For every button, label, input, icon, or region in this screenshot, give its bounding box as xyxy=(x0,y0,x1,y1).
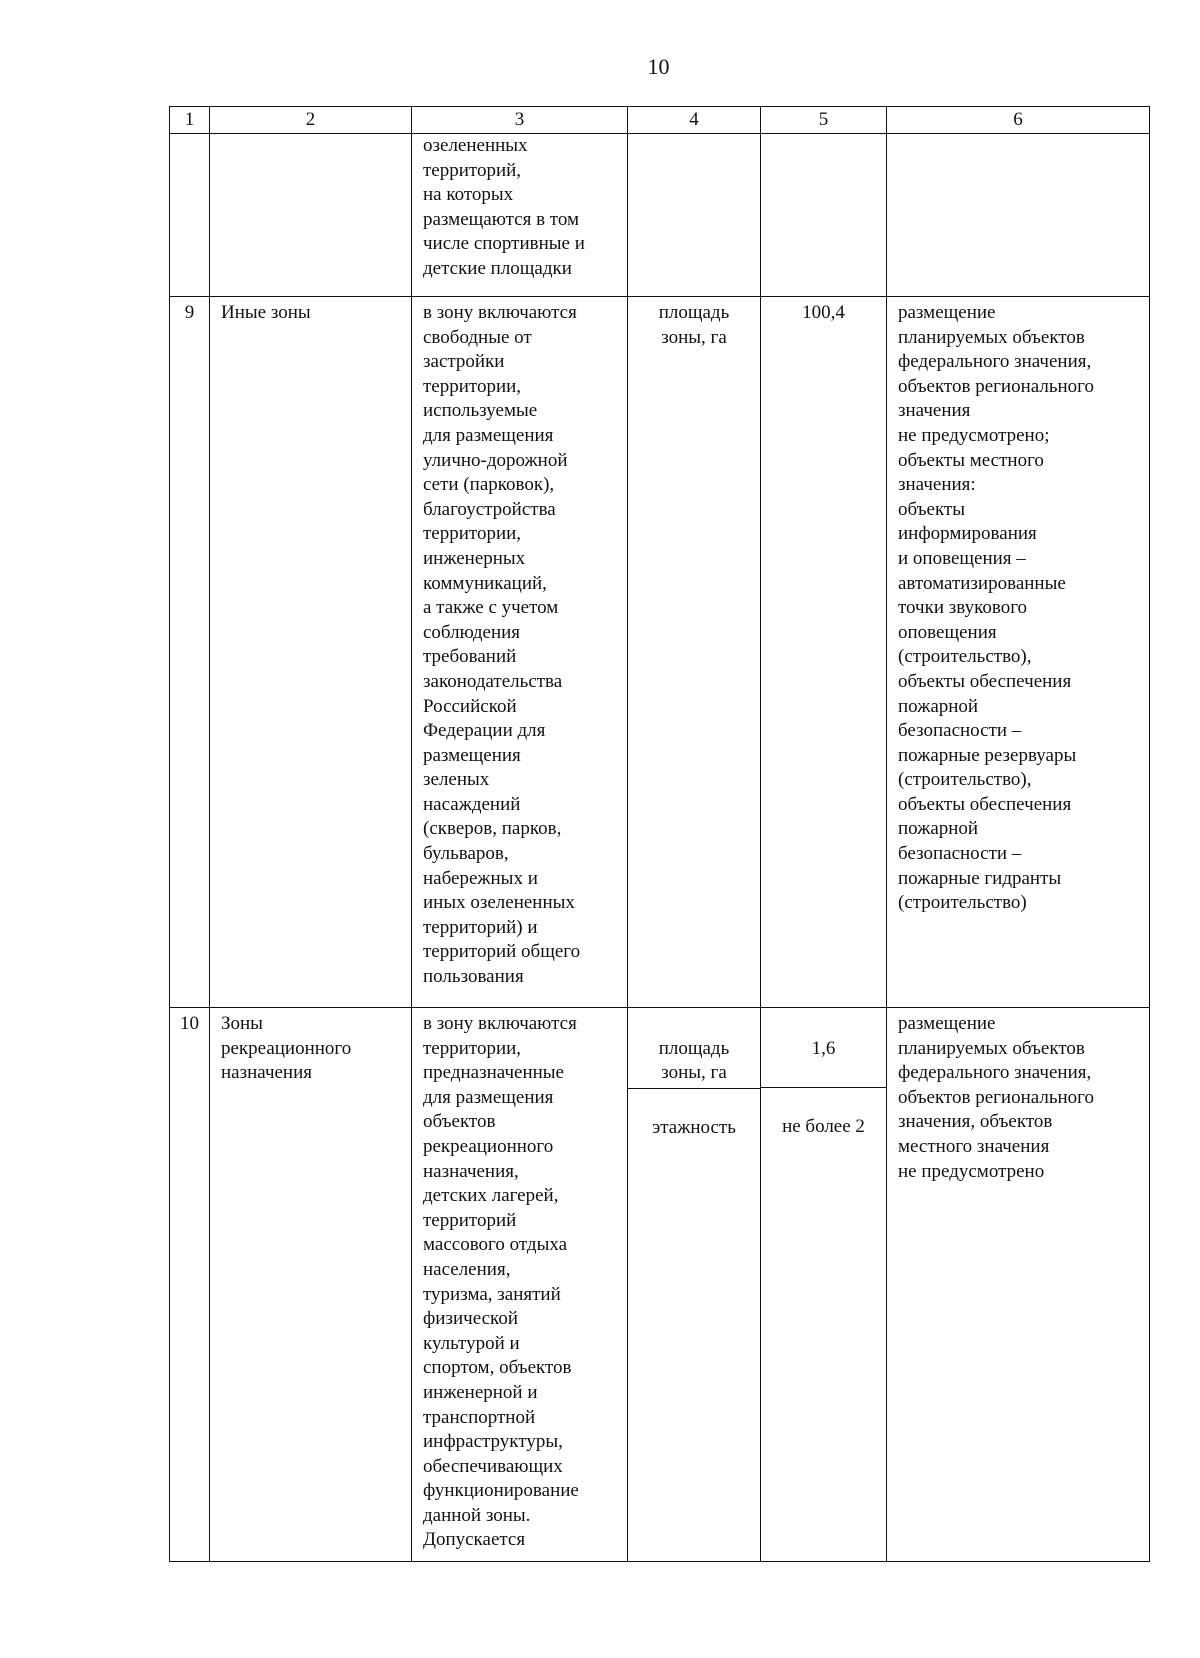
cell-num xyxy=(170,134,210,297)
row-number: 10 xyxy=(180,1013,199,1034)
param-value-2: не более 2 xyxy=(782,1116,865,1138)
page-number: 10 xyxy=(647,54,670,79)
table-row xyxy=(170,1008,1150,1562)
cell-param-name xyxy=(628,297,761,1008)
header-cell-4: 4 xyxy=(628,107,761,134)
param-value: 1,6 xyxy=(761,1033,886,1088)
param-name: площадь зоны, га xyxy=(628,1033,760,1089)
cell-description: озелененных территорий, на которых размещаются в том числе спортивные и детские площадки xyxy=(412,134,628,297)
cell-description: в зону включаются территории, предназначенные для размещения объектов рекреационного назначения, детских лагерей, территорий массового отдыха населения, туризма, занятий физической культурой и спортом, объектов инженерной и транспортной инфраструктуры, обеспечивающих функционирование данной зоны. Допускается xyxy=(412,1008,628,1562)
cell-param-value xyxy=(761,297,887,1008)
header-cell-3: 3 xyxy=(412,107,628,134)
cell-objects: размещение планируемых объектов федерального значения, объектов регионального значения, объектов местного значения не предусмотрено xyxy=(887,1008,1150,1562)
cell-objects xyxy=(887,134,1150,297)
cell-zone: Иные зоны xyxy=(210,297,412,1008)
row-number: 9 xyxy=(184,302,195,323)
table-header-row xyxy=(170,107,1150,134)
cell-objects: размещение планируемых объектов федерального значения, объектов регионального значения не предусмотрено; объекты местного значения: объекты информирования и оповещения – автоматизированные точки звукового оповещения (строительство), объекты обеспечения пожарной безопасности – пожарные резервуары (строительство), объекты обеспечения пожарной безопасности – пожарные гидранты (строительство) xyxy=(887,297,1150,1008)
cell-param-value xyxy=(761,134,887,297)
header-cell-6: 6 xyxy=(887,107,1150,134)
cell-zone xyxy=(210,134,412,297)
cell-param-value xyxy=(761,1008,887,1562)
param-name: площадь зоны, га xyxy=(658,302,730,348)
param-value: 100,4 xyxy=(802,302,845,323)
param-name-2: этажность xyxy=(652,1117,736,1139)
header-cell-2: 2 xyxy=(210,107,412,134)
cell-zone: Зоны рекреационного назначения xyxy=(210,1008,412,1562)
zones-table xyxy=(169,106,1150,1562)
cell-description: в зону включаются свободные от застройки территории, используемые для размещения улично-дорожной сети (парковок), благоустройства территории, инженерных коммуникаций, а также с учетом соблюдения требований законодательства Российской Федерации для размещения зеленых насаждений (скверов, парков, бульваров, набережных и иных озелененных территорий) и территорий общего пользования xyxy=(412,297,628,1008)
table-row-continuation xyxy=(170,134,1150,297)
cell-param-name xyxy=(628,134,761,297)
cell-num xyxy=(170,1008,210,1562)
header-cell-5: 5 xyxy=(761,107,887,134)
cell-param-name xyxy=(628,1008,761,1562)
table-row xyxy=(170,297,1150,1008)
cell-num xyxy=(170,297,210,1008)
header-cell-1: 1 xyxy=(170,107,210,134)
